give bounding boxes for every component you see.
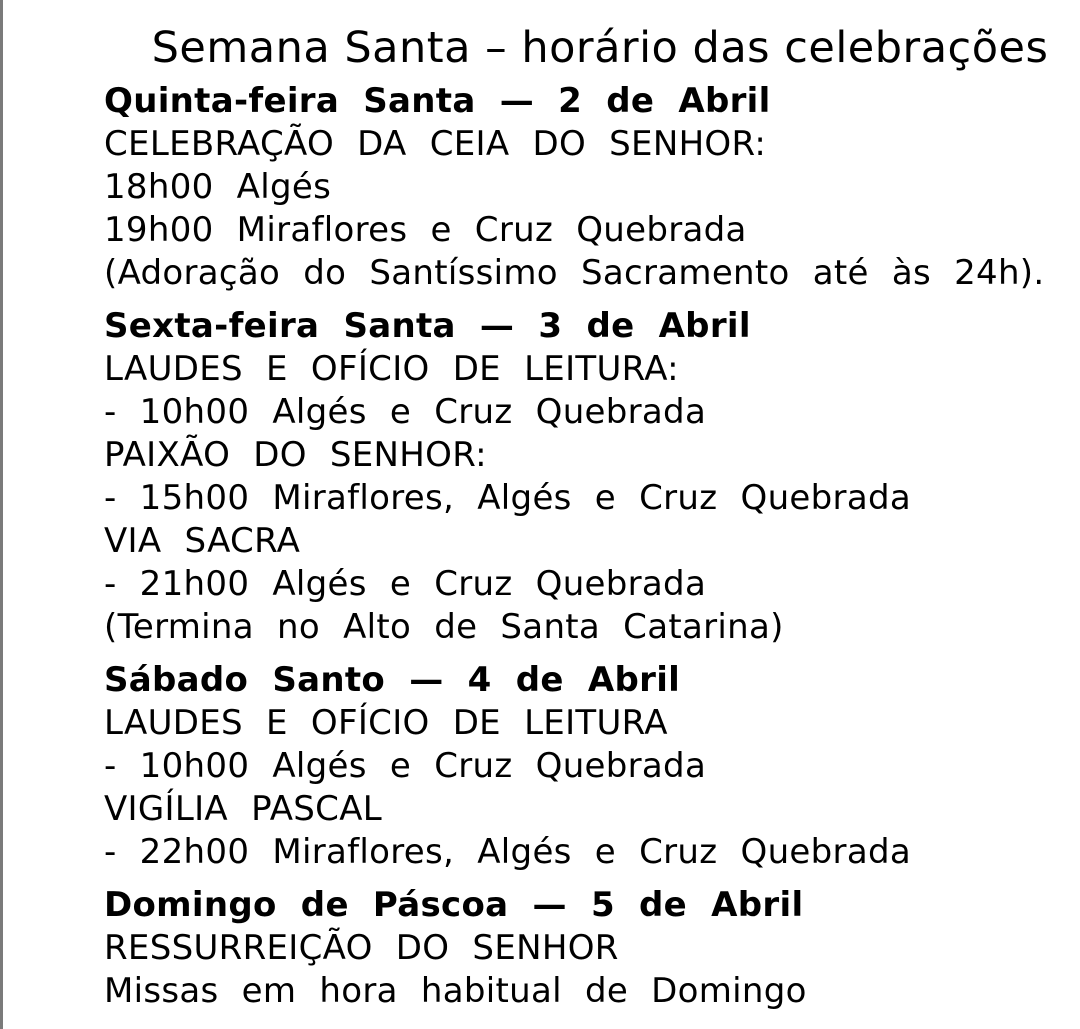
schedule-line: LAUDES E OFÍCIO DE LEITURA:: [104, 349, 679, 389]
schedule-line: CELEBRAÇÃO DA CEIA DO SENHOR:: [104, 124, 767, 164]
section-quinta-feira: [104, 80, 1064, 295]
section-domingo: [104, 884, 1064, 1013]
section-heading: Sábado Santo — 4 de Abril: [104, 660, 681, 700]
section-heading: Sexta-feira Santa — 3 de Abril: [104, 306, 751, 346]
page-title: Semana Santa – horário das celebrações: [151, 23, 1049, 73]
schedule-line: - 10h00 Algés e Cruz Quebrada: [104, 392, 707, 432]
section-sexta-feira: [104, 305, 1064, 649]
section-sabado: [104, 659, 1064, 874]
schedule-content: [104, 80, 1064, 1013]
schedule-line: VIA SACRA: [104, 521, 301, 561]
section-heading: Quinta-feira Santa — 2 de Abril: [104, 81, 771, 121]
schedule-line: - 10h00 Algés e Cruz Quebrada: [104, 746, 707, 786]
schedule-line: 18h00 Algés: [104, 167, 332, 207]
schedule-line: - 15h00 Miraflores, Algés e Cruz Quebrada: [104, 478, 911, 518]
schedule-line: (Adoração do Santíssimo Sacramento até às 24h).: [104, 253, 1045, 293]
schedule-line: 19h00 Miraflores e Cruz Quebrada: [104, 210, 747, 250]
schedule-line: PAIXÃO DO SENHOR:: [104, 435, 487, 475]
schedule-line: (Termina no Alto de Santa Catarina): [104, 607, 784, 647]
schedule-line: - 21h00 Algés e Cruz Quebrada: [104, 564, 707, 604]
schedule-line: RESSURREIÇÃO DO SENHOR: [104, 928, 619, 968]
schedule-line: - 22h00 Miraflores, Algés e Cruz Quebrada: [104, 832, 911, 872]
schedule-line: Missas em hora habitual de Domingo: [104, 971, 807, 1011]
schedule-line: VIGÍLIA PASCAL: [104, 789, 383, 829]
section-heading: Domingo de Páscoa — 5 de Abril: [104, 885, 804, 925]
schedule-line: LAUDES E OFÍCIO DE LEITURA: [104, 703, 668, 743]
